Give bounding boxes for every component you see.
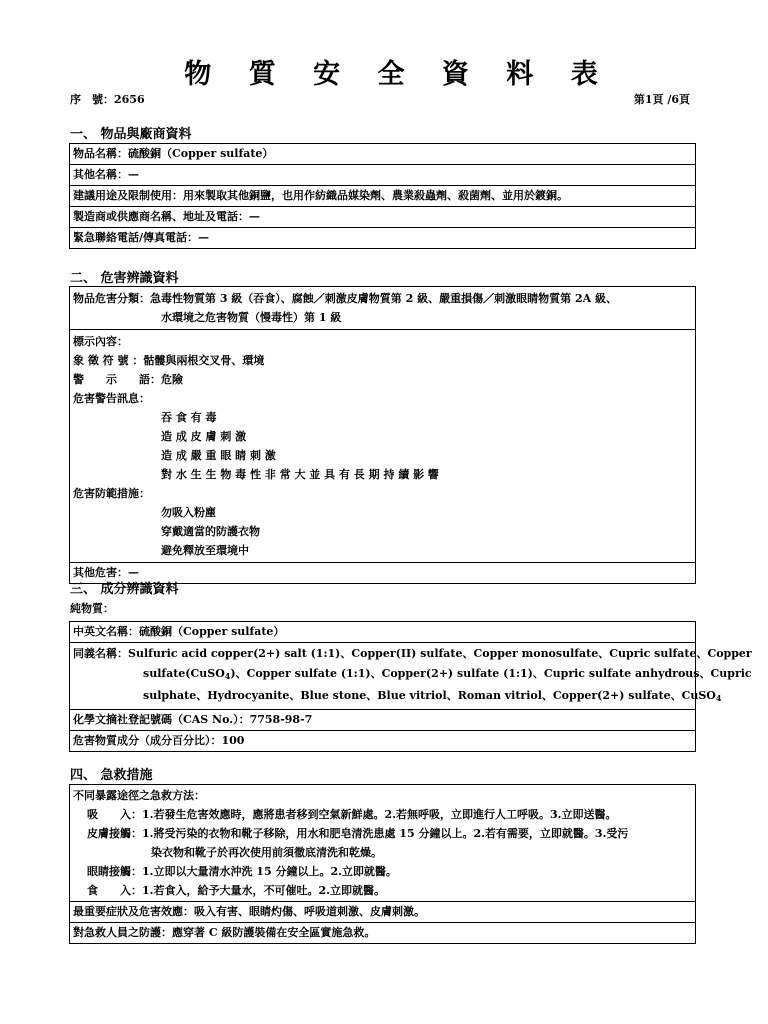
first-aid-methods-row: 不同暴露途徑之急救方法： 吸 入：1.若發生危害效應時，應將患者移到空氣新鮮處。2.若無呼吸，立即進行人工呼吸。3.立即送醫。 皮膚接觸：1.將受污染的衣物和靴子移除，用水和肥皂清洗患處 15 分鐘以上。2.若有需要，立即就醫。3.受污 染衣物和靴子於再次使用前須徹底清洗和乾燥。 眼睛接觸：1.立即以大量清水沖洗 15 分鐘以上。2.立即就醫。 食 入：1.若食入，給予大量水，不可催吐。2.立即就醫。 [70,785,695,902]
product-name-row: 物品名稱：硫酸銅（Copper sulfate） [70,144,695,165]
emergency-phone-row: 緊急聯絡電話/傳真電話：— [73,231,210,244]
pure-substance-label: 純物質： [70,602,114,615]
symptoms-row: 最重要症狀及危害效應：吸入有害、眼睛灼傷、呼吸道刺激、皮膚刺激。 [70,902,695,923]
prevention-statement: 勿吸入粉塵 [161,506,216,519]
prevention-statement: 避免釋放至環境中 [161,544,249,557]
rescuer-protection-row: 對急救人員之防護：應穿著 C 級防護裝備在安全區實施急救。 [73,926,376,939]
composition-row: 危害物質成分（成分百分比）：100 [73,734,245,747]
cas-number-row: 化學文摘社登記號碼（CAS No.）：7758-98-7 [70,710,695,731]
section3-table [69,621,752,752]
other-names-row: 其他名稱：— [70,165,695,186]
synonyms-row: 同義名稱：Sulfuric acid copper(2+) salt (1:1)、Copper(II) sulfate、Copper monosulfate、Cupric sulfate、Copper sulfate(CuSO$_4$)、Copper sulfate (1:1)、Copper(2+) sulfate (1:1)、Cupric sulfate anhydrous、Cupric sulphate、Hydrocyanite、Blue stone、Blue vitriol、Roman vitriol、Copper(2+) sulfate、CuSO$_4$ [70,643,695,710]
section2-table [69,286,696,584]
section4-table [69,784,696,944]
signal-word: 警 示 語：危險 [73,373,183,386]
warning-statement: 吞 食 有 毒 [161,411,217,424]
section3-heading: 三、 成分辨識資料 [70,582,179,597]
page-indicator: 第1頁 /6頁 [633,93,690,106]
warning-statement: 造 成 皮 膚 刺 激 [161,430,247,443]
warning-statement: 對 水 生 生 物 毒 性 非 常 大 並 具 有 長 期 持 續 影 響 [161,468,439,481]
eye-contact-aid: 眼睛接觸：1.立即以大量清水沖洗 15 分鐘以上。2.立即就醫。 [87,865,397,878]
inhalation-aid: 吸 入：1.若發生危害效應時，應將患者移到空氣新鮮處。2.若無呼吸，立即進行人工呼吸。3.立即送醫。 [87,808,617,821]
section4-heading: 四、 急救措施 [70,768,153,783]
document-title: 物 質 安 全 資 料 表 [184,59,612,90]
chemical-name-row: 中英文名稱：硫酸銅（Copper sulfate） [70,622,695,643]
recommended-use-row: 建議用途及限制使用：用來製取其他銅鹽，也用作紡織品媒染劑、農業殺蟲劑、殺菌劑、並用於鍍銅。 [70,186,695,207]
hazard-classification-row: 物品危害分類：急毒性物質第 3 級（吞食）、腐蝕／刺激皮膚物質第 2 級、嚴重損傷／刺激眼睛物質第 2A 級、 水環境之危害物質（慢毒性）第 1 級 [70,287,695,330]
other-hazards-row: 其他危害：— [73,566,139,579]
ingestion-aid: 食 入：1.若食入，給予大量水，不可催吐。2.立即就醫。 [87,884,385,897]
skin-contact-aid: 皮膚接觸：1.將受污染的衣物和靴子移除，用水和肥皂清洗患處 15 分鐘以上。2.若有需要，立即就醫。3.受污 [87,827,629,840]
section1-heading: 一、 物品與廠商資料 [70,127,192,142]
label-content-row: 標示內容： 象 徵 符 號 ：骷髏與兩根交叉骨、環境 警 示 語：危險 危害警告訊息： 吞 食 有 毒 造 成 皮 膚 刺 激 造 成 嚴 重 眼 睛 刺 激 對 水 生 生 物 毒 性 非 常 大 並 具 有 長 期 持 續 影 響 危害防範措施： 勿吸入粉塵 穿戴適當的防護衣物 避免釋放至環境中 [70,330,695,563]
section1-table [69,143,696,249]
hazard-symbol: 象 徵 符 號 ：骷髏與兩根交叉骨、環境 [73,354,265,367]
prevention-statement: 穿戴適當的防護衣物 [161,525,260,538]
section2-heading: 二、 危害辨識資料 [70,271,179,286]
warning-statement: 造 成 嚴 重 眼 睛 刺 激 [161,449,276,462]
serial-number: 序 號：2656 [70,93,145,106]
manufacturer-row: 製造商或供應商名稱、地址及電話：— [70,207,695,228]
